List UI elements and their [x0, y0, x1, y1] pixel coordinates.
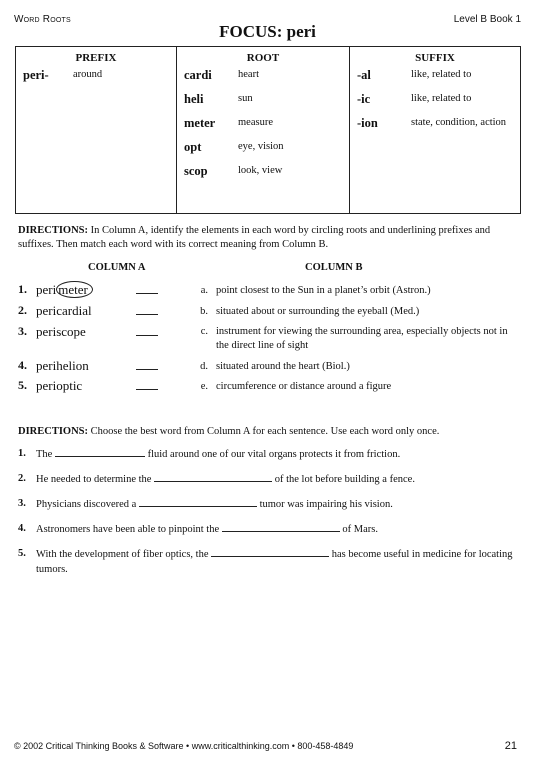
sentence-text [36, 471, 518, 487]
answer-blank[interactable] [136, 282, 158, 294]
item-letter: e. [200, 381, 208, 392]
root-column [177, 47, 350, 214]
item-letter: a. [200, 285, 208, 296]
page-title: FOCUS: peri [219, 22, 316, 41]
root-meaning: eye, vision [238, 141, 284, 152]
sentence-item [18, 471, 518, 487]
sentence-before: With the development of fiber optics, the [36, 549, 212, 560]
item-number: 3. [18, 324, 27, 338]
sentence-number: 4. [18, 523, 26, 534]
circled-root: meter [56, 281, 93, 298]
sentence-item [18, 496, 518, 512]
item-number: 2. [18, 303, 27, 317]
sentence-text [36, 521, 518, 537]
series-label: Word Roots [14, 14, 71, 25]
sentence-before: The [36, 449, 55, 460]
root-entry [177, 140, 349, 154]
sentence-after: of Mars. [339, 524, 378, 535]
item-word: perihelion [36, 358, 89, 373]
column-b-heading: COLUMN B [305, 262, 363, 273]
sentence-before: Physicians discovered a [36, 499, 139, 510]
answer-blank[interactable] [136, 303, 158, 315]
sentence-item [18, 546, 518, 577]
word-parts-table [15, 46, 521, 214]
suffix-word: -ion [357, 116, 378, 130]
column-a-heading: COLUMN A [88, 262, 146, 273]
suffix-meaning: like, related to [411, 69, 472, 80]
sentence-number: 3. [18, 498, 26, 509]
suffix-meaning: like, related to [411, 93, 472, 104]
directions-label: DIRECTIONS: [18, 426, 89, 437]
root-word: scop [184, 164, 208, 178]
root-entry [177, 92, 349, 106]
suffix-heading: SUFFIX [415, 52, 455, 64]
root-word: opt [184, 140, 202, 154]
column-b-item [196, 284, 516, 298]
item-letter: c. [200, 326, 208, 337]
root-entry [177, 68, 349, 82]
answer-blank[interactable] [136, 378, 158, 390]
root-entry [177, 164, 349, 178]
sentence-after: of the lot before building a fence. [272, 474, 415, 485]
suffix-word: -al [357, 68, 371, 82]
sentence-before: Astronomers have been able to pinpoint the [36, 524, 222, 535]
item-number: 4. [18, 358, 27, 372]
sentence-text [36, 446, 518, 462]
root-meaning: look, view [238, 165, 283, 176]
item-word [36, 282, 130, 298]
column-a-item [18, 282, 158, 298]
item-number: 1. [18, 282, 27, 296]
item-definition: situated about or surrounding the eyeball (Med.) [216, 306, 420, 317]
item-definition: instrument for viewing the surrounding area, especially objects not in the direct line of sight [216, 326, 508, 351]
column-b-item [196, 380, 516, 394]
sentence-number: 2. [18, 473, 26, 484]
word-prefix: peri [36, 282, 57, 297]
directions-matching [18, 224, 518, 252]
item-word: pericardial [36, 303, 92, 318]
answer-blank[interactable] [139, 496, 257, 507]
sentence-text [36, 496, 518, 512]
suffix-word: -ic [357, 92, 371, 106]
item-word: periscope [36, 324, 86, 339]
item-definition: circumference or distance around a figure [216, 381, 392, 392]
answer-blank[interactable] [211, 546, 329, 557]
sentence-text [36, 546, 518, 577]
answer-blank[interactable] [136, 324, 158, 336]
answer-blank[interactable] [136, 358, 158, 370]
suffix-entry [350, 92, 520, 106]
sentence-number: 5. [18, 548, 26, 559]
column-b-item [196, 325, 516, 353]
column-a-item [18, 358, 158, 374]
root-entry [177, 116, 349, 130]
sentence-number: 1. [18, 448, 26, 459]
prefix-entry [16, 68, 176, 82]
column-b-item [196, 360, 516, 374]
directions-label: DIRECTIONS: [18, 225, 89, 236]
column-a-item [18, 303, 158, 319]
item-word: perioptic [36, 378, 83, 393]
page-number: 21 [504, 740, 517, 752]
root-word: cardi [184, 68, 212, 82]
root-word: meter [184, 116, 216, 130]
sentence-after: has become useful in medicine for locating tumors. [36, 549, 513, 575]
item-letter: b. [200, 306, 208, 317]
root-meaning: heart [238, 69, 259, 80]
root-meaning: measure [238, 117, 273, 128]
copyright-footer: © 2002 Critical Thinking Books & Software • www.criticalthinking.com • 800-458-4849 [14, 741, 354, 751]
item-definition: point closest to the Sun in a planet’s orbit (Astron.) [216, 285, 431, 296]
answer-blank[interactable] [154, 471, 272, 482]
column-a-item [18, 378, 158, 394]
prefix-word: peri- [23, 68, 49, 82]
root-meaning: sun [238, 93, 253, 104]
column-b-item [196, 305, 516, 319]
suffix-entry [350, 68, 520, 82]
suffix-meaning: state, condition, action [411, 117, 507, 128]
root-heading: ROOT [246, 52, 280, 64]
sentence-item [18, 446, 518, 462]
level-label: Level B Book 1 [453, 14, 521, 25]
answer-blank[interactable] [222, 521, 340, 532]
suffix-entry [350, 116, 520, 130]
sentence-before: He needed to determine the [36, 474, 155, 485]
item-letter: d. [200, 361, 208, 372]
prefix-column [16, 47, 177, 214]
sentence-after: tumor was impairing his vision. [256, 499, 393, 510]
suffix-column [350, 47, 521, 214]
directions-text: Choose the best word from Column A for each sentence. Use each word only once. [88, 426, 440, 437]
column-a-item [18, 324, 158, 340]
directions-text: In Column A, identify the elements in each word by circling roots and underlining prefixes and suffixes. Then match each word with its correct meaning from Column B. [18, 225, 491, 250]
root-word: heli [184, 92, 204, 106]
sentence-after: fluid around one of our vital organs protects it from friction. [144, 449, 401, 460]
prefix-meaning: around [73, 69, 103, 80]
answer-blank[interactable] [55, 446, 145, 457]
sentence-item [18, 521, 518, 537]
prefix-heading: PREFIX [75, 52, 117, 64]
item-number: 5. [18, 378, 27, 392]
item-definition: situated around the heart (Biol.) [216, 361, 350, 372]
directions-sentences [18, 425, 518, 439]
